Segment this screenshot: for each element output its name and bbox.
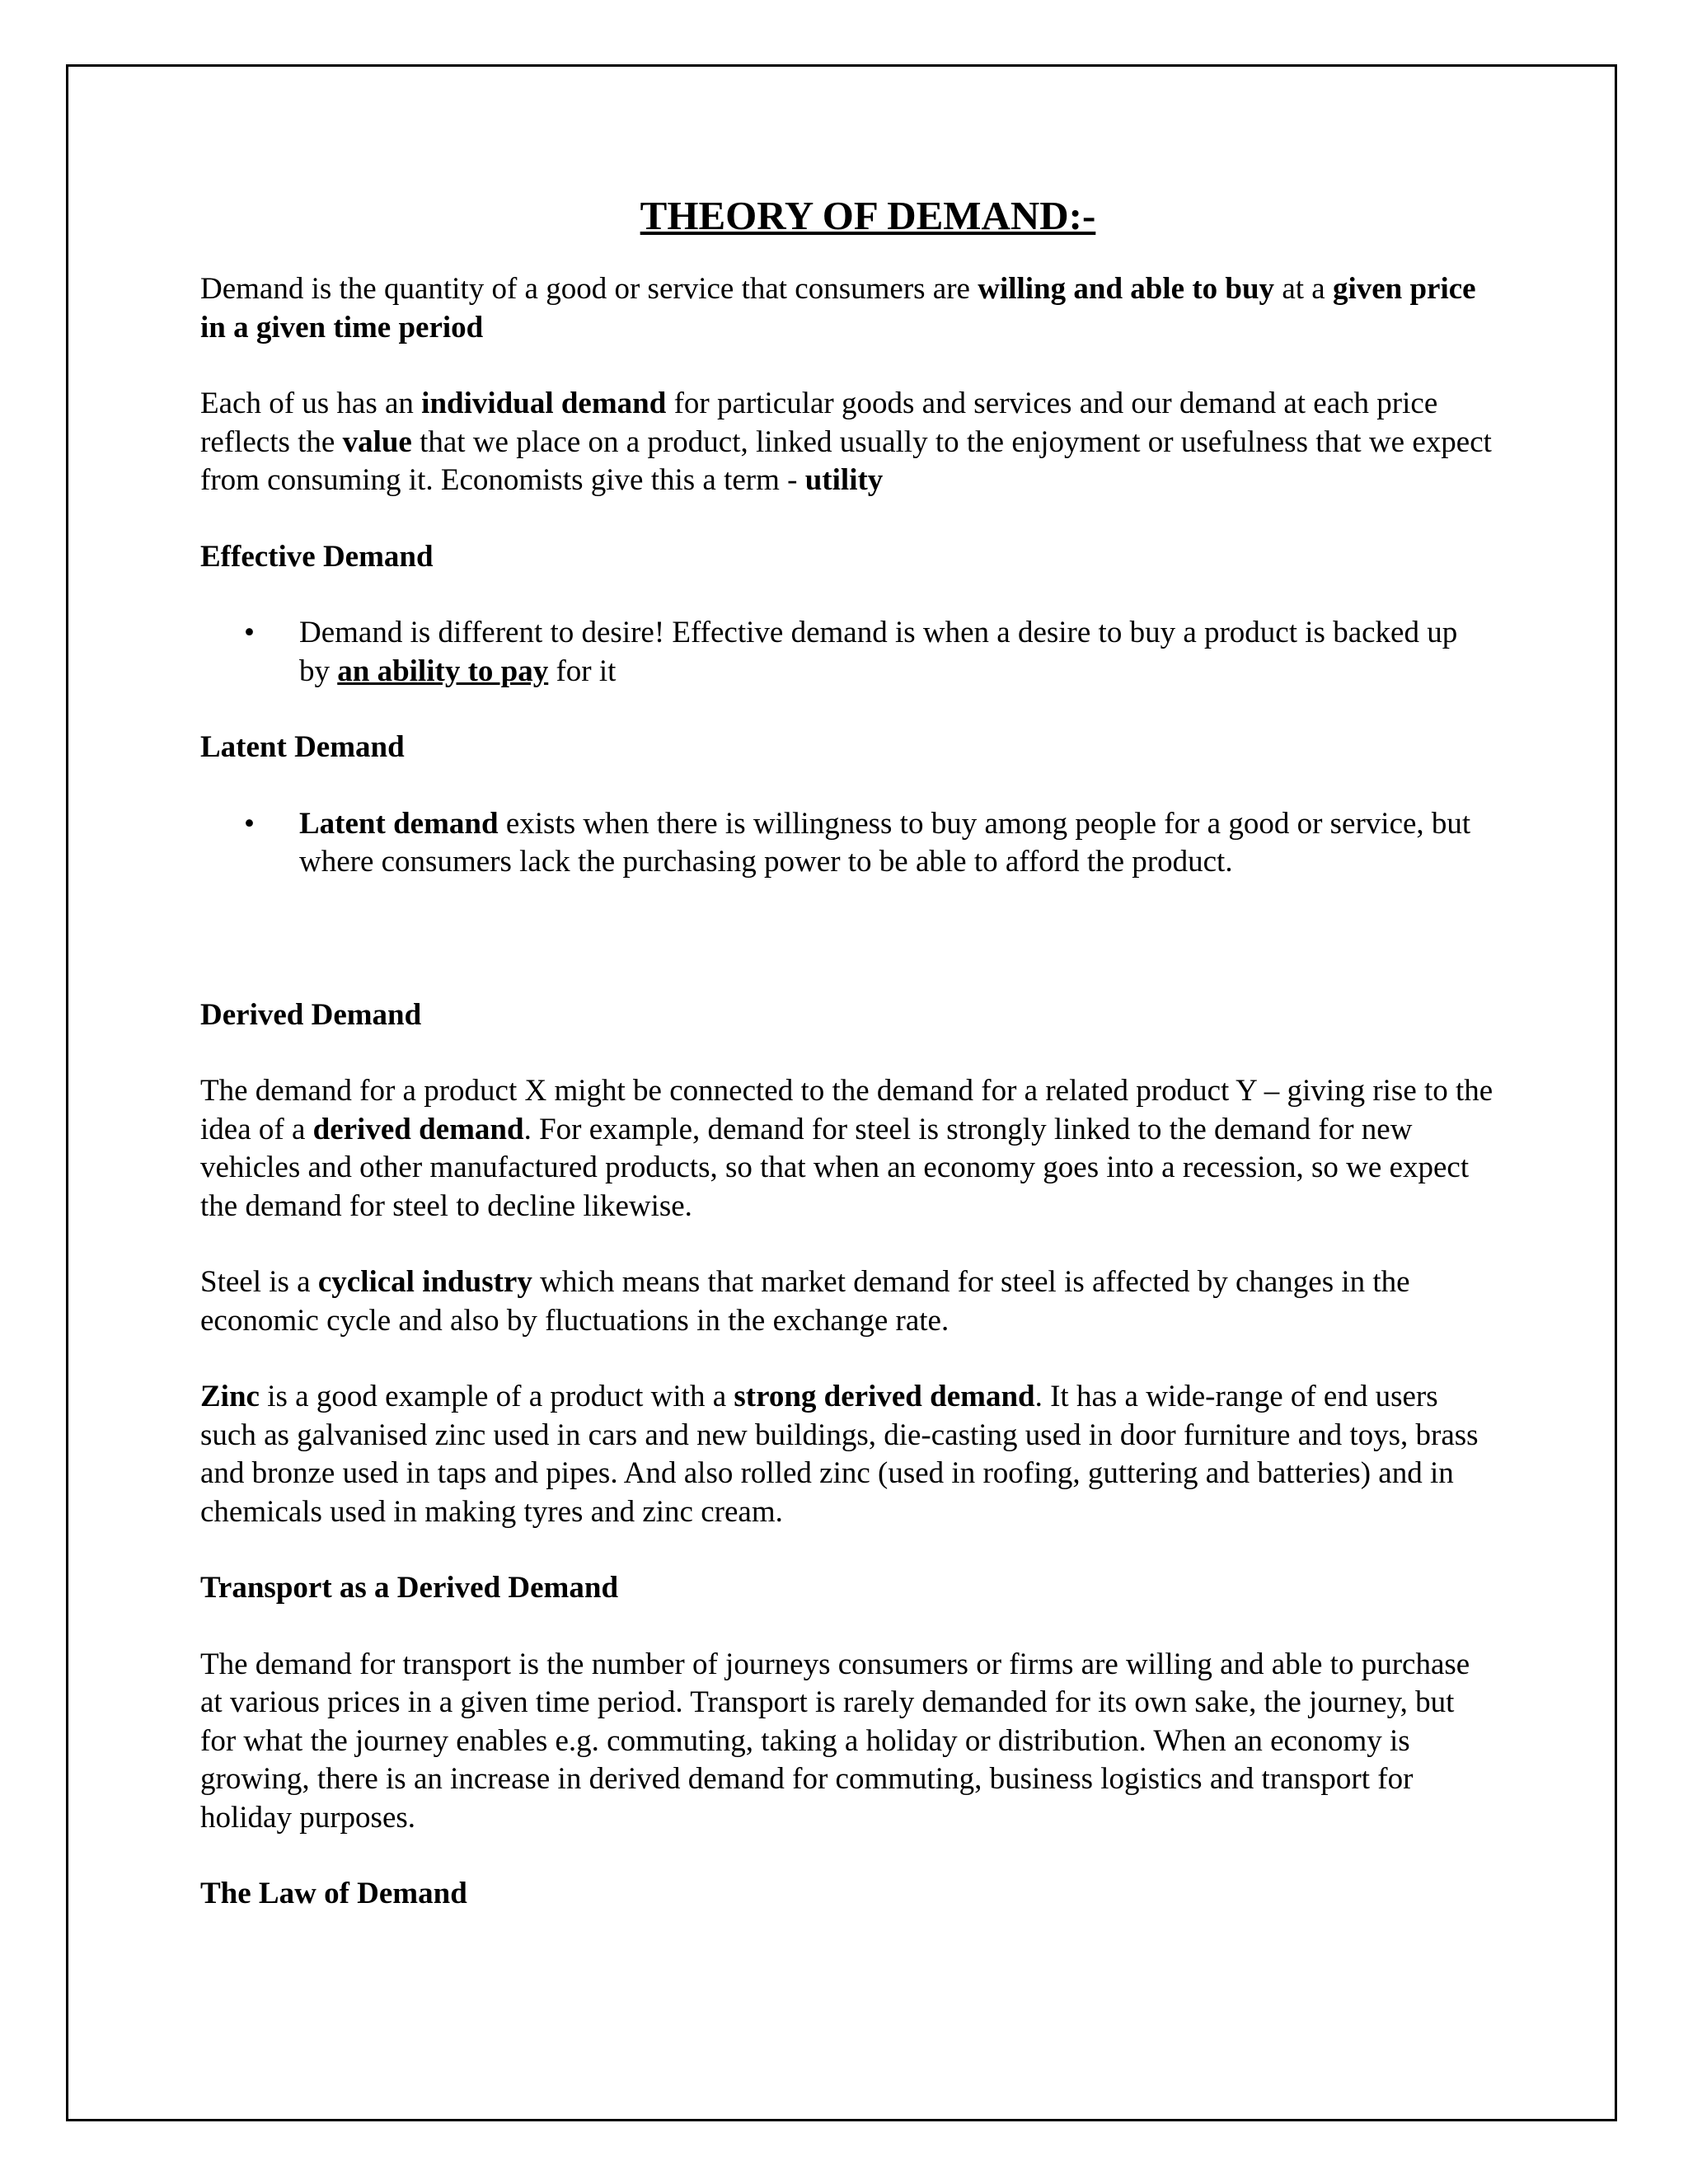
latent-text-1: exists when there is willingness to buy among people for a good or service, but where consumers lack the purchasing power to be able to afford the product.	[299, 806, 1471, 879]
intro-bold-2: given price in a given time period	[200, 272, 1476, 344]
individual-text-1: Each of us has an	[200, 387, 422, 420]
steel-text-2: which means that market demand for steel is affected by changes in the economic cycle and also by fluctuations in the exchange rate.	[200, 1265, 1410, 1338]
latent-demand-heading: Latent Demand	[200, 730, 405, 764]
bullet-icon: •	[244, 616, 255, 649]
individual-demand-paragraph	[200, 385, 1494, 500]
steel-paragraph	[200, 1263, 1494, 1340]
individual-bold-2: value	[342, 424, 412, 459]
individual-bold-3: utility	[804, 463, 884, 497]
derived-demand-paragraph	[200, 1072, 1494, 1226]
steel-text-1: Steel is a	[200, 1265, 318, 1299]
transport-paragraph: The demand for transport is the number of journeys consumers or firms are willing and able to purchase at various prices in a given time period. Transport is rarely demanded for its own sake, the journey, but for what the journey enables e.g. commuting, taking a holiday or distribution. When an economy is growing, there is an increase in derived demand for commuting, business logistics and transport for holiday purposes.	[200, 1647, 1470, 1835]
blank-space	[200, 920, 1494, 996]
list-item	[200, 614, 1494, 691]
zinc-text-1: is a good example of a product with a	[259, 1380, 734, 1413]
intro-paragraph	[200, 270, 1494, 347]
latent-demand-list	[200, 805, 1494, 882]
steel-bold-1: cyclical industry	[317, 1265, 532, 1299]
page-title: THEORY OF DEMAND:-	[640, 193, 1096, 238]
transport-heading: Transport as a Derived Demand	[200, 1571, 619, 1605]
individual-text-3: that we place on a product, linked usually to the enjoyment or usefulness that we expect from consuming it. Economists give this a term -	[200, 424, 1492, 497]
effective-text-1: Demand is different to desire! Effective demand is when a desire to buy a product is backed up by	[299, 616, 1458, 688]
intro-text-2: at a	[1274, 272, 1333, 306]
zinc-bold-1: Zinc	[200, 1380, 260, 1413]
zinc-paragraph	[200, 1378, 1494, 1531]
effective-demand-heading: Effective Demand	[200, 539, 434, 574]
bullet-icon: •	[244, 806, 255, 841]
document-body	[200, 191, 1494, 1952]
derived-demand-heading: Derived Demand	[200, 997, 422, 1032]
law-of-demand-heading: The Law of Demand	[200, 1877, 467, 1910]
intro-bold-1: willing and able to buy	[978, 272, 1275, 306]
effective-demand-list	[200, 614, 1494, 691]
intro-text-1: Demand is the quantity of a good or service that consumers are	[200, 272, 978, 306]
derived-text-2: . For example, demand for steel is strongly linked to the demand for new vehicles and other manufactured products, so that when an economy goes into a recession, so we expect the demand for steel to decline likewise.	[200, 1112, 1470, 1223]
effective-text-2: for it	[548, 654, 617, 688]
derived-text-1: The demand for a product X might be connected to the demand for a related product Y – giving rise to the idea of a	[200, 1074, 1493, 1146]
individual-text-2: for particular goods and services and our demand at each price reflects the	[200, 387, 1438, 459]
effective-bold-underline: an ability to pay	[337, 654, 549, 688]
derived-bold-1: derived demand	[312, 1112, 524, 1146]
latent-bold-1: Latent demand	[299, 806, 499, 841]
list-item	[200, 805, 1494, 882]
zinc-text-2: . It has a wide-range of end users such as galvanised zinc used in cars and new buildings, die-casting used in door furniture and toys, brass and bronze used in taps and pipes. And also rolled zinc (used in roofing, guttering and batteries) and in chemicals used in making tyres and zinc cream.	[200, 1380, 1479, 1529]
individual-bold-1: individual demand	[421, 387, 667, 420]
zinc-bold-2: strong derived demand	[734, 1380, 1035, 1413]
